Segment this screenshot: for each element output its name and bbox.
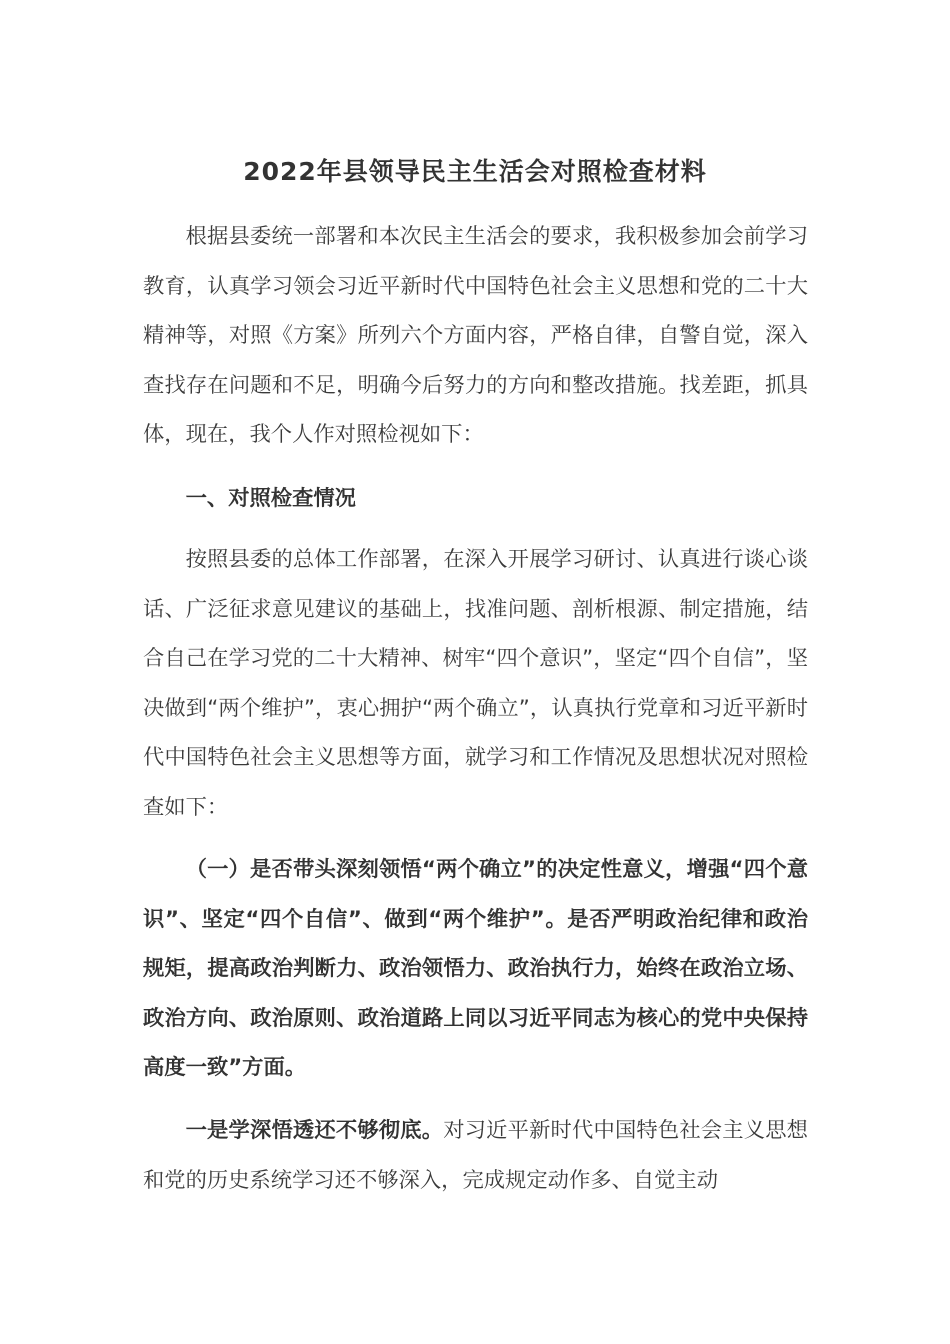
document-title: 2022年县领导民主生活会对照检查材料 xyxy=(243,157,707,186)
section-paragraph: 按照县委的总体工作部署，在深入开展学习研讨、认真进行谈心谈话、广泛征求意见建议的基础上，找准问题、剖析根源、制定措施，结合自己在学习党的二十大精神、树牢“四个意识”，坚定“四个自信”，坚决做到“两个维护”，衷心拥护“两个确立”，认真执行党章和习近平新时代中国特色社会主义思想等方面，就学习和工作情况及思想状况对照检查如下： xyxy=(143,547,808,820)
intro-paragraph: 根据县委统一部署和本次民主生活会的要求，我积极参加会前学习教育，认真学习领会习近平新时代中国特色社会主义思想和党的二十大精神等，对照《方案》所列六个方面内容，严格自律，自警自觉，深入查找存在问题和不足，明确今后努力的方向和整改措施。找差距，抓具体，现在，我个人作对照检视如下： xyxy=(143,224,808,448)
subsection-heading: （一）是否带头深刻领悟“两个确立”的决定性意义，增强“四个意识”、坚定“四个自信”、做到“两个维护”。是否严明政治纪律和政治规矩，提高政治判断力、政治领悟力、政治执行力，始终在政治立场、政治方向、政治原则、政治道路上同以习近平同志为核心的党中央保持高度一致”方面。 xyxy=(143,857,808,1081)
point-body: 对习近平新时代中国特色社会主义思想和党的历史系统学习还不够深入，完成规定动作多、自觉主动 xyxy=(143,1118,808,1193)
point-paragraph xyxy=(143,1106,808,1205)
point-lead: 一是学深悟透还不够彻底。 xyxy=(185,1118,444,1143)
section-heading: 一、对照检查情况 xyxy=(185,486,356,511)
